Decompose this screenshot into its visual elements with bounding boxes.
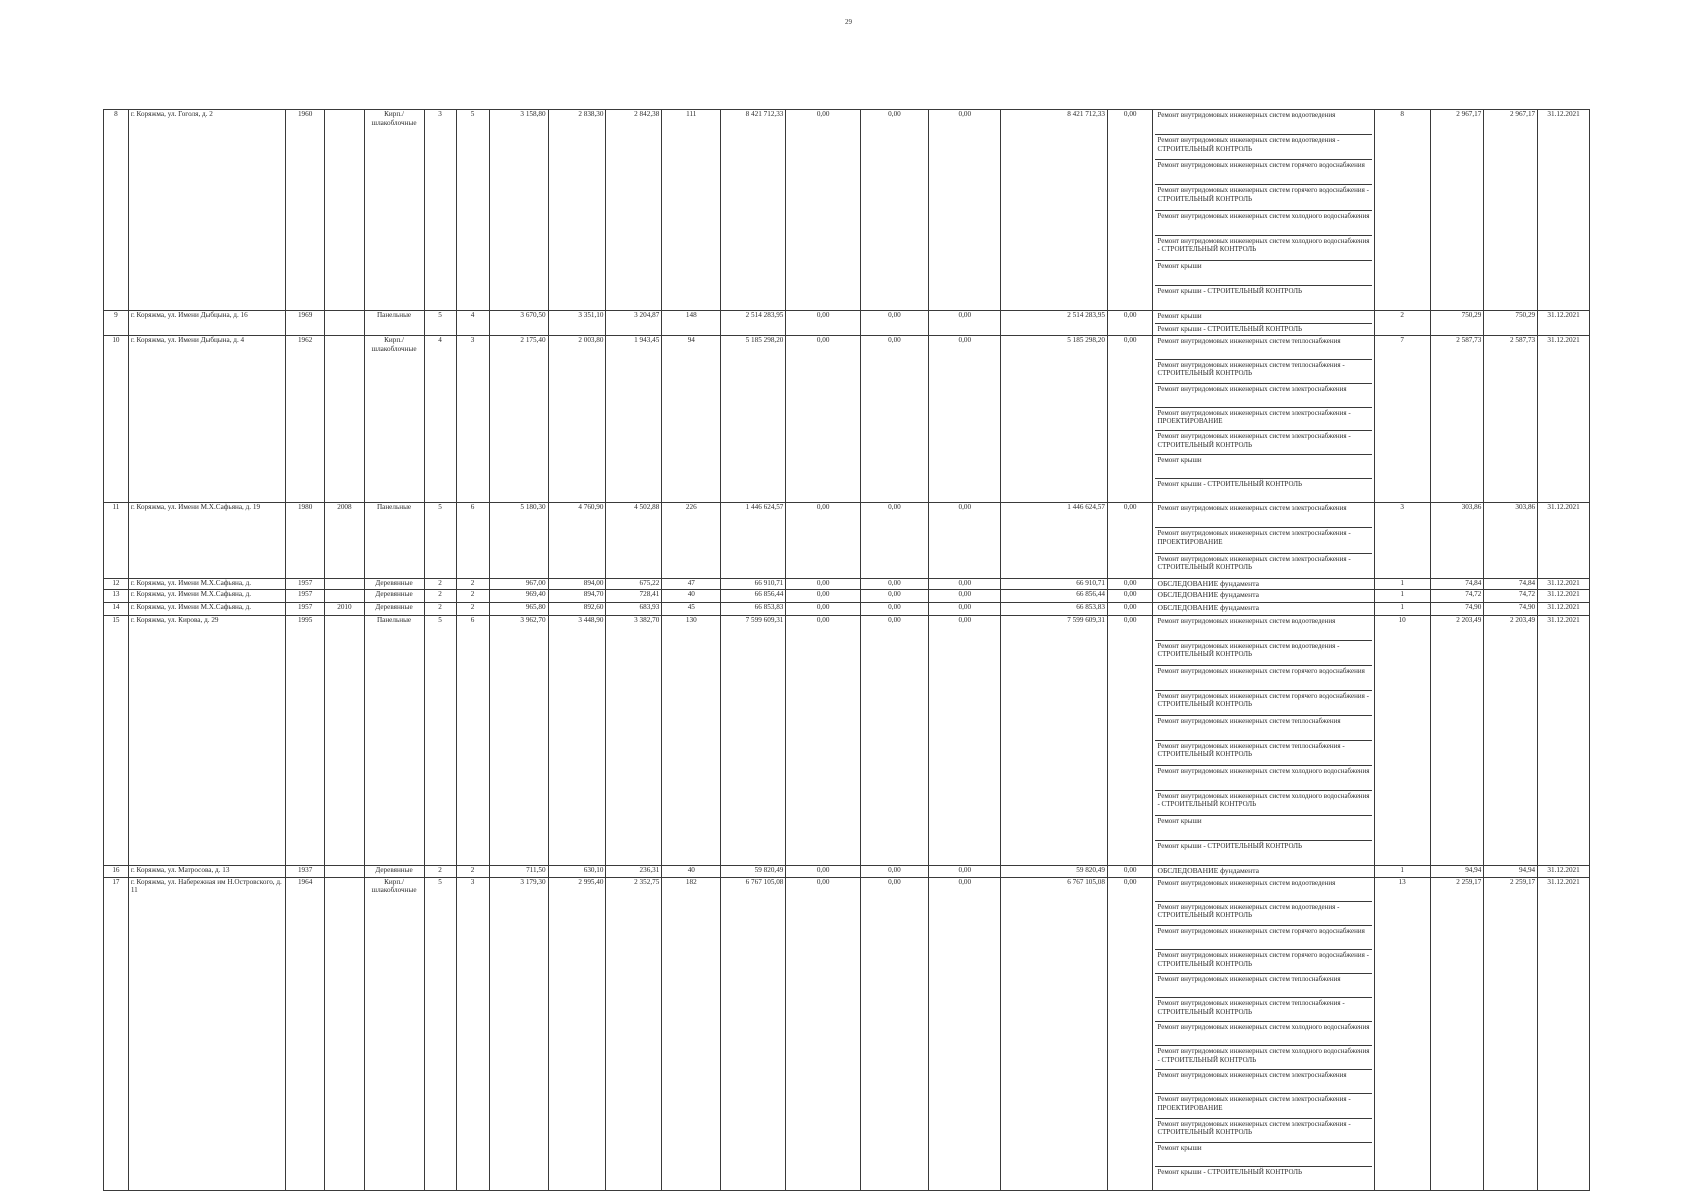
cell-n: 12 xyxy=(104,578,129,589)
cell-cost-fund: 0,00 xyxy=(786,877,860,1190)
cell-cost-region: 0,00 xyxy=(860,877,928,1190)
cell-area-living: 683,93 xyxy=(606,602,662,615)
cell-address: г. Коряжма, ул. Имени М.Х.Сафьяна, д. xyxy=(128,602,285,615)
work-item: Ремонт крыши xyxy=(1155,311,1371,324)
work-item: Ремонт внутридомовых инженерных систем холодного водоснабжения - СТРОИТЕЛЬНЫЙ КОНТРОЛЬ xyxy=(1155,1046,1371,1070)
cell-cost-fund: 0,00 xyxy=(786,615,860,865)
cell-unit-cost: 94,94 xyxy=(1430,865,1484,877)
cell-cost-other: 0,00 xyxy=(1107,110,1153,311)
cell-works xyxy=(1153,877,1374,1190)
cell-area-all: 2 995,40 xyxy=(548,877,606,1190)
cell-works-count: 1 xyxy=(1374,602,1430,615)
cell-cost-other: 0,00 xyxy=(1107,336,1153,503)
work-item: Ремонт внутридомовых инженерных систем холодного водоснабжения xyxy=(1155,211,1371,236)
cell-wall: Панельные xyxy=(364,311,424,336)
cell-year-built: 1957 xyxy=(285,602,324,615)
cell-cost-other: 0,00 xyxy=(1107,602,1153,615)
cell-residents: 111 xyxy=(662,110,721,311)
cell-wall: Деревянные xyxy=(364,578,424,589)
cell-works-count: 8 xyxy=(1374,110,1430,311)
cell-unit-cost: 2 967,17 xyxy=(1430,110,1484,311)
cell-total-area: 3 962,70 xyxy=(489,615,548,865)
work-item: Ремонт внутридомовых инженерных систем водоотведения - СТРОИТЕЛЬНЫЙ КОНТРОЛЬ xyxy=(1155,641,1371,666)
cell-works xyxy=(1153,602,1374,615)
work-item: Ремонт крыши xyxy=(1155,455,1371,479)
cell-cost-owners: 7 599 609,31 xyxy=(1001,615,1108,865)
work-item: ОБСЛЕДОВАНИЕ фундамента xyxy=(1157,865,1260,875)
cell-total-area: 3 179,30 xyxy=(489,877,548,1190)
cell-works xyxy=(1153,502,1374,578)
work-item: Ремонт внутридомовых инженерных систем холодного водоснабжения xyxy=(1155,1022,1371,1046)
cell-cost-other: 0,00 xyxy=(1107,311,1153,336)
cell-cost-total: 5 185 298,20 xyxy=(721,336,786,503)
cell-address: г. Коряжма, ул. Имени М.Х.Сафьяна, д. 19 xyxy=(128,502,285,578)
cell-year-built: 1962 xyxy=(285,336,324,503)
cell-unit-cost-max: 303,86 xyxy=(1484,502,1538,578)
table-row xyxy=(104,578,1590,589)
table-row xyxy=(104,311,1590,336)
cell-year-repair xyxy=(325,615,364,865)
cell-area-living: 236,31 xyxy=(606,865,662,877)
cell-year-repair: 2010 xyxy=(325,602,364,615)
cell-cost-local: 0,00 xyxy=(929,578,1001,589)
cell-works xyxy=(1153,615,1374,865)
cell-cost-owners: 59 820,49 xyxy=(1001,865,1108,877)
cell-cost-other: 0,00 xyxy=(1107,502,1153,578)
cell-cost-total: 6 767 105,08 xyxy=(721,877,786,1190)
cell-floors: 5 xyxy=(424,615,456,865)
work-item: Ремонт крыши - СТРОИТЕЛЬНЫЙ КОНТРОЛЬ xyxy=(1157,841,1302,850)
cell-cost-other: 0,00 xyxy=(1107,877,1153,1190)
cell-total-area: 5 180,30 xyxy=(489,502,548,578)
cell-total-area: 3 670,50 xyxy=(489,311,548,336)
work-item: Ремонт внутридомовых инженерных систем водоотведения xyxy=(1155,878,1371,902)
work-item: Ремонт внутридомовых инженерных систем теплоснабжения xyxy=(1155,336,1371,360)
cell-entrances: 2 xyxy=(456,602,489,615)
cell-cost-total: 7 599 609,31 xyxy=(721,615,786,865)
cell-total-area: 3 158,80 xyxy=(489,110,548,311)
cell-n: 11 xyxy=(104,502,129,578)
cell-unit-cost-max: 94,94 xyxy=(1484,865,1538,877)
cell-address: г. Коряжма, ул. Кирова, д. 29 xyxy=(128,615,285,865)
cell-area-all: 3 448,90 xyxy=(548,615,606,865)
work-item: Ремонт внутридомовых инженерных систем электроснабжения - СТРОИТЕЛЬНЫЙ КОНТРОЛЬ xyxy=(1157,554,1351,572)
cell-area-all: 3 351,10 xyxy=(548,311,606,336)
cell-residents: 226 xyxy=(662,502,721,578)
cell-deadline: 31.12.2021 xyxy=(1538,311,1590,336)
work-item: Ремонт внутридомовых инженерных систем электроснабжения - ПРОЕКТИРОВАНИЕ xyxy=(1155,408,1371,432)
cell-cost-region: 0,00 xyxy=(860,589,928,602)
cell-cost-owners: 6 767 105,08 xyxy=(1001,877,1108,1190)
cell-works-count: 1 xyxy=(1374,865,1430,877)
cell-area-living: 1 943,45 xyxy=(606,336,662,503)
cell-area-all: 2 838,30 xyxy=(548,110,606,311)
cell-entrances: 3 xyxy=(456,877,489,1190)
cell-cost-local: 0,00 xyxy=(929,602,1001,615)
cell-n: 9 xyxy=(104,311,129,336)
work-item: Ремонт внутридомовых инженерных систем холодного водоснабжения - СТРОИТЕЛЬНЫЙ КОНТРОЛЬ xyxy=(1155,791,1371,816)
cell-wall: Панельные xyxy=(364,615,424,865)
work-item: Ремонт внутридомовых инженерных систем холодного водоснабжения xyxy=(1155,766,1371,791)
cell-cost-local: 0,00 xyxy=(929,336,1001,503)
cell-year-built: 1957 xyxy=(285,589,324,602)
table-row xyxy=(104,615,1590,865)
cell-n: 15 xyxy=(104,615,129,865)
repair-program-table xyxy=(103,109,1590,1191)
table-row xyxy=(104,502,1590,578)
cell-cost-total: 8 421 712,33 xyxy=(721,110,786,311)
work-item: Ремонт внутридомовых инженерных систем электроснабжения xyxy=(1155,503,1371,528)
cell-cost-fund: 0,00 xyxy=(786,336,860,503)
cell-address: г. Коряжма, ул. Гоголя, д. 2 xyxy=(128,110,285,311)
cell-unit-cost-max: 750,29 xyxy=(1484,311,1538,336)
cell-entrances: 2 xyxy=(456,589,489,602)
work-item: Ремонт внутридомовых инженерных систем горячего водоснабжения xyxy=(1155,926,1371,950)
cell-cost-fund: 0,00 xyxy=(786,502,860,578)
cell-wall: Кирп./ шлакоблочные xyxy=(364,877,424,1190)
cell-year-repair xyxy=(325,578,364,589)
cell-floors: 2 xyxy=(424,865,456,877)
cell-total-area: 711,50 xyxy=(489,865,548,877)
cell-total-area: 967,00 xyxy=(489,578,548,589)
cell-address: г. Коряжма, ул. Имени М.Х.Сафьяна, д. xyxy=(128,589,285,602)
cell-year-repair xyxy=(325,877,364,1190)
cell-address: г. Коряжма, ул. Набережная им Н.Островского, д. 11 xyxy=(128,877,285,1190)
cell-year-repair xyxy=(325,110,364,311)
work-item: Ремонт внутридомовых инженерных систем электроснабжения xyxy=(1155,1070,1371,1094)
work-item: Ремонт крыши - СТРОИТЕЛЬНЫЙ КОНТРОЛЬ xyxy=(1157,480,1302,489)
cell-cost-fund: 0,00 xyxy=(786,865,860,877)
cell-deadline: 31.12.2021 xyxy=(1538,589,1590,602)
cell-year-built: 1969 xyxy=(285,311,324,336)
cell-deadline: 31.12.2021 xyxy=(1538,865,1590,877)
cell-cost-local: 0,00 xyxy=(929,311,1001,336)
cell-cost-total: 2 514 283,95 xyxy=(721,311,786,336)
cell-entrances: 2 xyxy=(456,578,489,589)
work-item: Ремонт внутридомовых инженерных систем водоотведения - СТРОИТЕЛЬНЫЙ КОНТРОЛЬ xyxy=(1155,135,1371,160)
cell-deadline: 31.12.2021 xyxy=(1538,877,1590,1190)
cell-cost-region: 0,00 xyxy=(860,865,928,877)
cell-year-built: 1980 xyxy=(285,502,324,578)
cell-year-repair xyxy=(325,865,364,877)
cell-address: г. Коряжма, ул. Имени Дыбцына, д. 4 xyxy=(128,336,285,503)
cell-entrances: 2 xyxy=(456,865,489,877)
cell-area-all: 2 003,80 xyxy=(548,336,606,503)
cell-n: 10 xyxy=(104,336,129,503)
cell-total-area: 969,40 xyxy=(489,589,548,602)
cell-floors: 5 xyxy=(424,502,456,578)
cell-cost-other: 0,00 xyxy=(1107,589,1153,602)
cell-cost-region: 0,00 xyxy=(860,336,928,503)
cell-unit-cost-max: 2 967,17 xyxy=(1484,110,1538,311)
cell-works-count: 7 xyxy=(1374,336,1430,503)
cell-cost-owners: 66 853,83 xyxy=(1001,602,1108,615)
cell-wall: Кирп./ шлакоблочные xyxy=(364,336,424,503)
cell-year-built: 1957 xyxy=(285,578,324,589)
table-row xyxy=(104,589,1590,602)
cell-cost-owners: 2 514 283,95 xyxy=(1001,311,1108,336)
cell-total-area: 965,80 xyxy=(489,602,548,615)
cell-works-count: 13 xyxy=(1374,877,1430,1190)
table-row xyxy=(104,865,1590,877)
cell-residents: 47 xyxy=(662,578,721,589)
cell-deadline: 31.12.2021 xyxy=(1538,502,1590,578)
work-item: Ремонт внутридомовых инженерных систем водоотведения - СТРОИТЕЛЬНЫЙ КОНТРОЛЬ xyxy=(1155,902,1371,926)
cell-cost-local: 0,00 xyxy=(929,589,1001,602)
work-item: Ремонт крыши - СТРОИТЕЛЬНЫЙ КОНТРОЛЬ xyxy=(1157,1167,1302,1176)
cell-entrances: 6 xyxy=(456,615,489,865)
cell-n: 17 xyxy=(104,877,129,1190)
cell-area-living: 3 204,87 xyxy=(606,311,662,336)
work-item: Ремонт внутридомовых инженерных систем горячего водоснабжения - СТРОИТЕЛЬНЫЙ КОНТРОЛЬ xyxy=(1155,950,1371,974)
cell-cost-local: 0,00 xyxy=(929,877,1001,1190)
cell-year-repair xyxy=(325,311,364,336)
cell-works-count: 3 xyxy=(1374,502,1430,578)
work-item: Ремонт внутридомовых инженерных систем теплоснабжения - СТРОИТЕЛЬНЫЙ КОНТРОЛЬ xyxy=(1155,998,1371,1022)
cell-area-all: 630,10 xyxy=(548,865,606,877)
cell-unit-cost: 2 259,17 xyxy=(1430,877,1484,1190)
cell-entrances: 6 xyxy=(456,502,489,578)
cell-cost-total: 66 856,44 xyxy=(721,589,786,602)
cell-cost-owners: 8 421 712,33 xyxy=(1001,110,1108,311)
cell-floors: 5 xyxy=(424,311,456,336)
work-item: ОБСЛЕДОВАНИЕ фундамента xyxy=(1157,602,1260,612)
cell-unit-cost: 74,90 xyxy=(1430,602,1484,615)
cell-deadline: 31.12.2021 xyxy=(1538,110,1590,311)
cell-year-built: 1964 xyxy=(285,877,324,1190)
cell-floors: 2 xyxy=(424,578,456,589)
work-item: Ремонт внутридомовых инженерных систем электроснабжения - СТРОИТЕЛЬНЫЙ КОНТРОЛЬ xyxy=(1155,431,1371,455)
cell-unit-cost: 303,86 xyxy=(1430,502,1484,578)
cell-floors: 4 xyxy=(424,336,456,503)
page-number: 29 xyxy=(845,18,852,26)
work-item: Ремонт внутридомовых инженерных систем электроснабжения - ПРОЕКТИРОВАНИЕ xyxy=(1155,1094,1371,1118)
cell-wall: Панельные xyxy=(364,502,424,578)
cell-cost-other: 0,00 xyxy=(1107,578,1153,589)
cell-residents: 45 xyxy=(662,602,721,615)
cell-cost-fund: 0,00 xyxy=(786,311,860,336)
cell-cost-owners: 1 446 624,57 xyxy=(1001,502,1108,578)
cell-cost-local: 0,00 xyxy=(929,865,1001,877)
cell-year-built: 1937 xyxy=(285,865,324,877)
cell-works xyxy=(1153,110,1374,311)
cell-area-all: 4 760,90 xyxy=(548,502,606,578)
cell-cost-region: 0,00 xyxy=(860,602,928,615)
work-item: Ремонт крыши xyxy=(1155,261,1371,286)
cell-residents: 148 xyxy=(662,311,721,336)
cell-floors: 3 xyxy=(424,110,456,311)
work-item: Ремонт внутридомовых инженерных систем теплоснабжения - СТРОИТЕЛЬНЫЙ КОНТРОЛЬ xyxy=(1155,741,1371,766)
cell-works xyxy=(1153,336,1374,503)
cell-works-count: 10 xyxy=(1374,615,1430,865)
work-item: ОБСЛЕДОВАНИЕ фундамента xyxy=(1157,589,1260,599)
cell-cost-owners: 5 185 298,20 xyxy=(1001,336,1108,503)
cell-cost-region: 0,00 xyxy=(860,110,928,311)
cell-residents: 40 xyxy=(662,865,721,877)
cell-works xyxy=(1153,578,1374,589)
cell-deadline: 31.12.2021 xyxy=(1538,336,1590,503)
cell-wall: Кирп./ шлакоблочные xyxy=(364,110,424,311)
cell-total-area: 2 175,40 xyxy=(489,336,548,503)
cell-cost-region: 0,00 xyxy=(860,502,928,578)
cell-area-all: 894,00 xyxy=(548,578,606,589)
cell-cost-local: 0,00 xyxy=(929,615,1001,865)
cell-works-count: 2 xyxy=(1374,311,1430,336)
cell-unit-cost: 2 203,49 xyxy=(1430,615,1484,865)
cell-address: г. Коряжма, ул. Имени Дыбцына, д. 16 xyxy=(128,311,285,336)
work-item: Ремонт внутридомовых инженерных систем водоотведения xyxy=(1155,616,1371,641)
work-item: Ремонт внутридомовых инженерных систем электроснабжения - СТРОИТЕЛЬНЫЙ КОНТРОЛЬ xyxy=(1155,1119,1371,1143)
cell-n: 8 xyxy=(104,110,129,311)
cell-unit-cost: 2 587,73 xyxy=(1430,336,1484,503)
cell-area-living: 675,22 xyxy=(606,578,662,589)
cell-address: г. Коряжма, ул. Имени М.Х.Сафьяна, д. xyxy=(128,578,285,589)
cell-unit-cost-max: 2 587,73 xyxy=(1484,336,1538,503)
table-row xyxy=(104,602,1590,615)
cell-cost-region: 0,00 xyxy=(860,311,928,336)
cell-residents: 182 xyxy=(662,877,721,1190)
cell-floors: 5 xyxy=(424,877,456,1190)
work-item: Ремонт внутридомовых инженерных систем теплоснабжения - СТРОИТЕЛЬНЫЙ КОНТРОЛЬ xyxy=(1155,360,1371,384)
cell-area-living: 728,41 xyxy=(606,589,662,602)
cell-unit-cost: 750,29 xyxy=(1430,311,1484,336)
work-item: Ремонт внутридомовых инженерных систем горячего водоснабжения - СТРОИТЕЛЬНЫЙ КОНТРОЛЬ xyxy=(1155,185,1371,210)
cell-cost-region: 0,00 xyxy=(860,578,928,589)
work-item: Ремонт крыши xyxy=(1155,816,1371,841)
work-item: Ремонт внутридомовых инженерных систем электроснабжения - ПРОЕКТИРОВАНИЕ xyxy=(1155,528,1371,553)
work-item: Ремонт внутридомовых инженерных систем теплоснабжения xyxy=(1155,974,1371,998)
cell-cost-owners: 66 856,44 xyxy=(1001,589,1108,602)
cell-year-built: 1960 xyxy=(285,110,324,311)
cell-deadline: 31.12.2021 xyxy=(1538,615,1590,865)
cell-residents: 40 xyxy=(662,589,721,602)
cell-wall: Деревянные xyxy=(364,589,424,602)
cell-unit-cost-max: 74,90 xyxy=(1484,602,1538,615)
cell-address: г. Коряжма, ул. Матросова, д. 13 xyxy=(128,865,285,877)
cell-wall: Деревянные xyxy=(364,602,424,615)
cell-area-living: 4 502,88 xyxy=(606,502,662,578)
cell-year-repair: 2008 xyxy=(325,502,364,578)
work-item: Ремонт внутридомовых инженерных систем горячего водоснабжения - СТРОИТЕЛЬНЫЙ КОНТРОЛЬ xyxy=(1155,691,1371,716)
cell-area-living: 2 352,75 xyxy=(606,877,662,1190)
cell-cost-total: 66 853,83 xyxy=(721,602,786,615)
cell-cost-fund: 0,00 xyxy=(786,578,860,589)
cell-works-count: 1 xyxy=(1374,578,1430,589)
cell-unit-cost-max: 2 259,17 xyxy=(1484,877,1538,1190)
cell-entrances: 4 xyxy=(456,311,489,336)
work-item: ОБСЛЕДОВАНИЕ фундамента xyxy=(1157,578,1260,588)
cell-cost-fund: 0,00 xyxy=(786,110,860,311)
cell-area-living: 2 842,38 xyxy=(606,110,662,311)
cell-entrances: 3 xyxy=(456,336,489,503)
cell-n: 14 xyxy=(104,602,129,615)
cell-works xyxy=(1153,311,1374,336)
cell-unit-cost: 74,84 xyxy=(1430,578,1484,589)
cell-cost-total: 59 820,49 xyxy=(721,865,786,877)
cell-unit-cost: 74,72 xyxy=(1430,589,1484,602)
cell-wall: Деревянные xyxy=(364,865,424,877)
cell-cost-local: 0,00 xyxy=(929,502,1001,578)
table-row xyxy=(104,336,1590,503)
cell-n: 16 xyxy=(104,865,129,877)
cell-floors: 2 xyxy=(424,602,456,615)
work-item: Ремонт крыши - СТРОИТЕЛЬНЫЙ КОНТРОЛЬ xyxy=(1157,286,1302,295)
cell-works xyxy=(1153,865,1374,877)
cell-entrances: 5 xyxy=(456,110,489,311)
work-item: Ремонт внутридомовых инженерных систем горячего водоснабжения xyxy=(1155,666,1371,691)
work-item: Ремонт внутридомовых инженерных систем холодного водоснабжения - СТРОИТЕЛЬНЫЙ КОНТРОЛЬ xyxy=(1155,236,1371,261)
cell-year-built: 1995 xyxy=(285,615,324,865)
table-body xyxy=(104,110,1590,1191)
cell-unit-cost-max: 74,72 xyxy=(1484,589,1538,602)
cell-floors: 2 xyxy=(424,589,456,602)
cell-area-all: 894,70 xyxy=(548,589,606,602)
cell-cost-region: 0,00 xyxy=(860,615,928,865)
cell-works xyxy=(1153,589,1374,602)
cell-n: 13 xyxy=(104,589,129,602)
cell-year-repair xyxy=(325,589,364,602)
cell-works-count: 1 xyxy=(1374,589,1430,602)
cell-cost-other: 0,00 xyxy=(1107,615,1153,865)
work-item: Ремонт внутридомовых инженерных систем электроснабжения xyxy=(1155,384,1371,408)
cell-cost-other: 0,00 xyxy=(1107,865,1153,877)
cell-year-repair xyxy=(325,336,364,503)
cell-area-all: 892,60 xyxy=(548,602,606,615)
work-item: Ремонт внутридомовых инженерных систем теплоснабжения xyxy=(1155,716,1371,741)
work-item: Ремонт крыши xyxy=(1155,1143,1371,1167)
cell-cost-local: 0,00 xyxy=(929,110,1001,311)
cell-unit-cost-max: 74,84 xyxy=(1484,578,1538,589)
cell-cost-total: 1 446 624,57 xyxy=(721,502,786,578)
table-row xyxy=(104,877,1590,1190)
table-row xyxy=(104,110,1590,311)
cell-deadline: 31.12.2021 xyxy=(1538,602,1590,615)
cell-deadline: 31.12.2021 xyxy=(1538,578,1590,589)
cell-cost-fund: 0,00 xyxy=(786,602,860,615)
cell-cost-fund: 0,00 xyxy=(786,589,860,602)
work-item: Ремонт внутридомовых инженерных систем горячего водоснабжения xyxy=(1155,160,1371,185)
cell-unit-cost-max: 2 203,49 xyxy=(1484,615,1538,865)
cell-area-living: 3 382,70 xyxy=(606,615,662,865)
cell-cost-total: 66 910,71 xyxy=(721,578,786,589)
cell-residents: 94 xyxy=(662,336,721,503)
cell-residents: 130 xyxy=(662,615,721,865)
work-item: Ремонт крыши - СТРОИТЕЛЬНЫЙ КОНТРОЛЬ xyxy=(1157,324,1302,333)
work-item: Ремонт внутридомовых инженерных систем водоотведения xyxy=(1155,110,1371,135)
cell-cost-owners: 66 910,71 xyxy=(1001,578,1108,589)
